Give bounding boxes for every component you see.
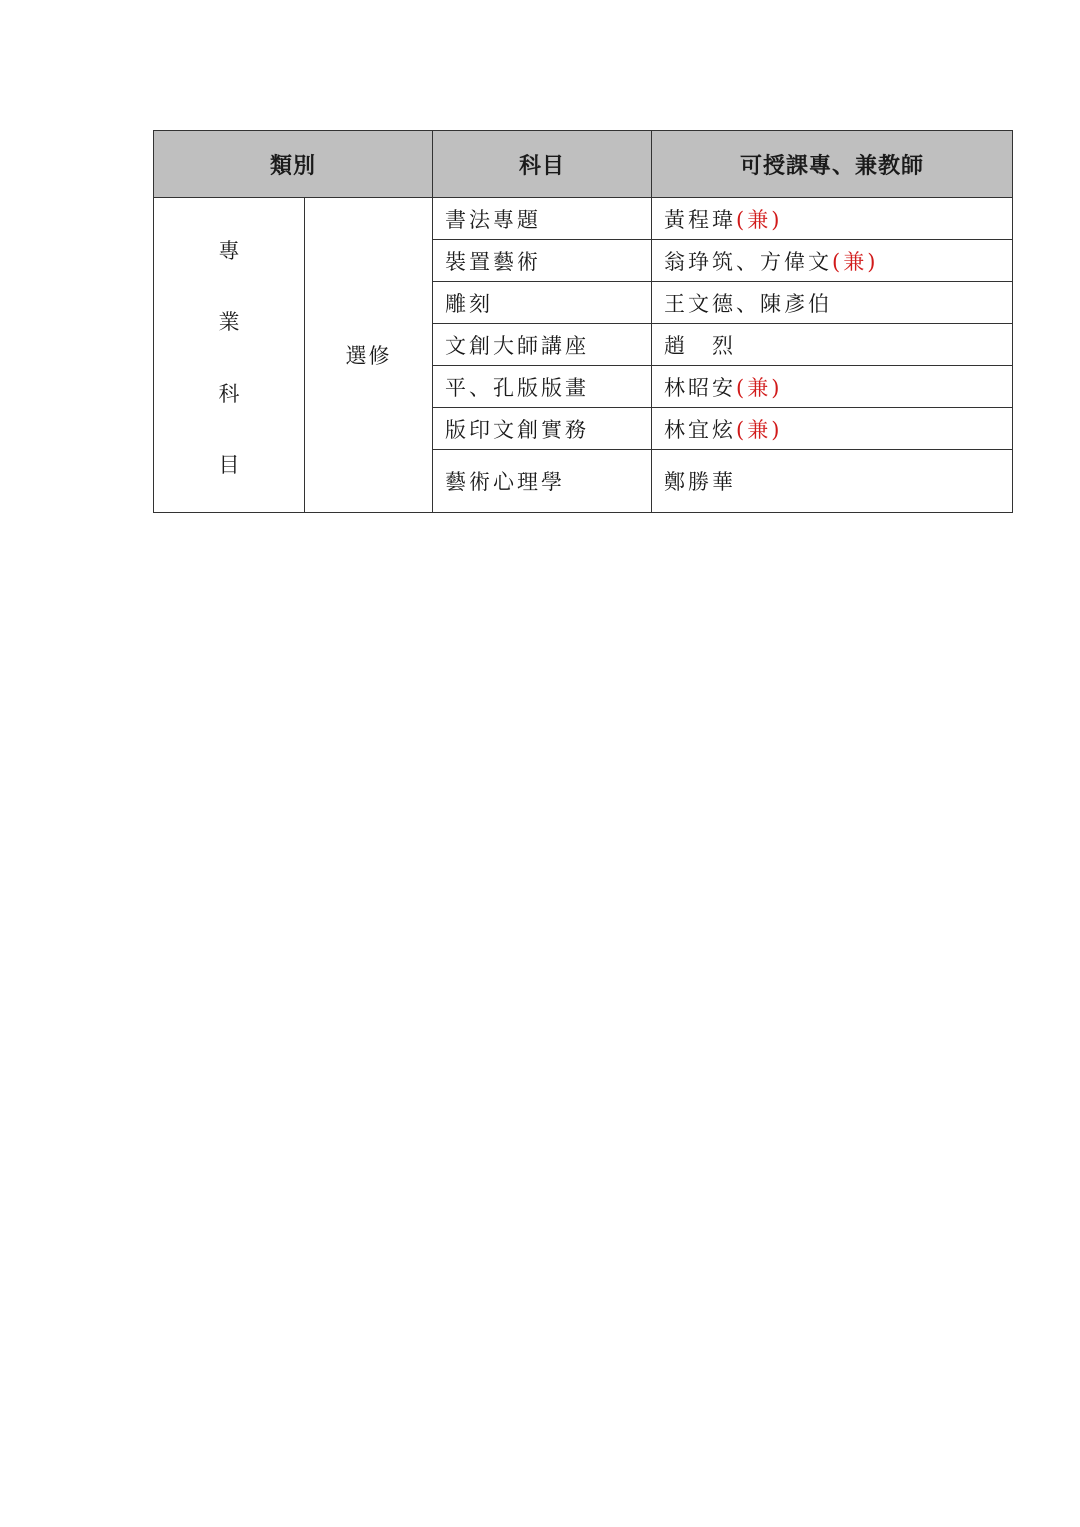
header-teachers: 可授課專、兼教師 [652,131,1013,198]
course-teacher-table [153,130,1013,513]
subject-cell: 版印文創實務 [433,408,652,450]
subject-cell: 裝置藝術 [433,240,652,282]
category-char: 科 [218,381,240,406]
teachers-cell [652,366,1013,408]
subject-cell: 平、孔版版畫 [433,366,652,408]
part-time-tag: (兼) [832,249,879,274]
category-char: 業 [218,310,240,335]
teacher-names: 王文德、陳彥伯 [664,291,833,316]
teacher-names: 趙 烈 [664,333,737,358]
subject-cell: 雕刻 [433,282,652,324]
teachers-cell [652,240,1013,282]
table-row [154,198,1013,240]
category-char: 目 [218,452,240,477]
course-type-cell: 選修 [305,198,433,513]
teacher-names: 黃程瑋 [664,207,737,232]
header-subject: 科目 [433,131,652,198]
table-header-row [154,131,1013,198]
teachers-cell [652,324,1013,366]
part-time-tag: (兼) [736,207,783,232]
subject-cell: 藝術心理學 [433,450,652,513]
teacher-names: 翁琤筑、方偉文 [664,249,833,274]
header-category: 類別 [154,131,433,198]
teacher-names: 鄭勝華 [664,470,737,494]
teachers-cell [652,408,1013,450]
teachers-cell [652,450,1013,513]
subject-cell: 書法專題 [433,198,652,240]
category-cell [154,198,305,513]
subject-cell: 文創大師講座 [433,324,652,366]
teacher-names: 林昭安 [664,375,737,400]
category-char: 專 [218,239,240,263]
teachers-cell [652,198,1013,240]
part-time-tag: (兼) [736,375,783,400]
teacher-names: 林宜炫 [664,417,737,442]
teachers-cell [652,282,1013,324]
part-time-tag: (兼) [736,417,783,442]
